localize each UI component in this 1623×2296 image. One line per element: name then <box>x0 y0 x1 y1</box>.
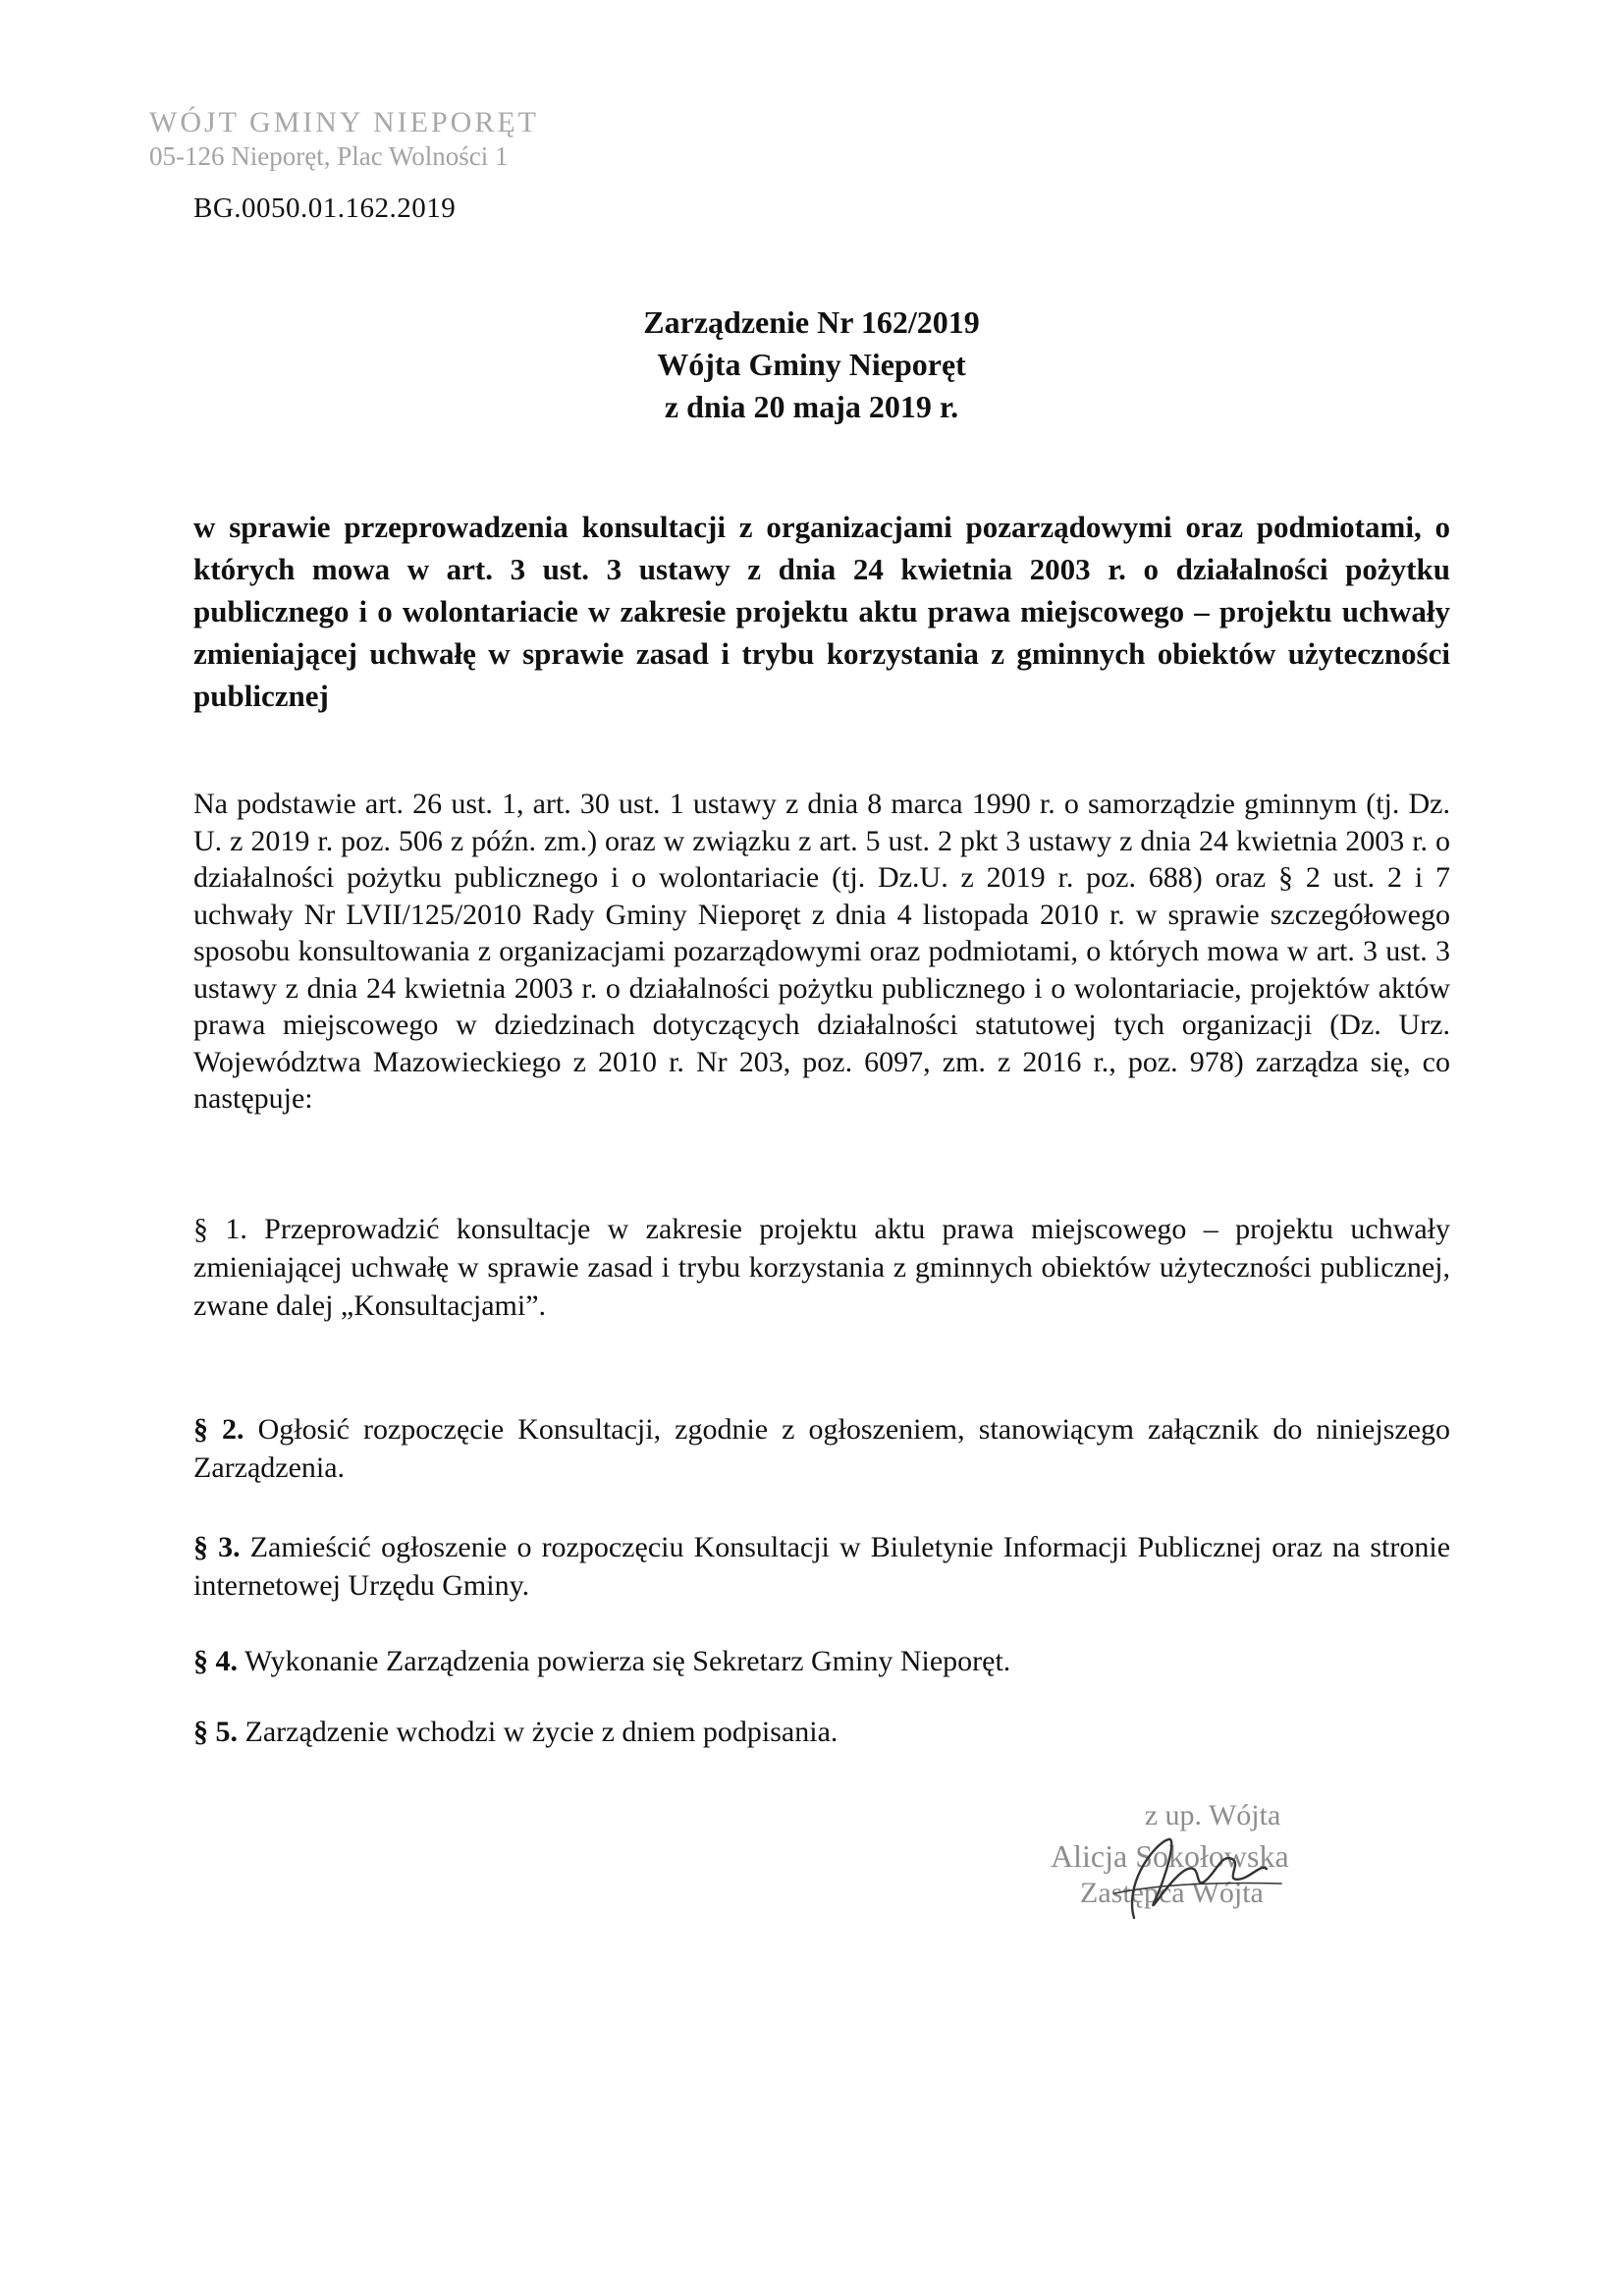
signature-stamp-line-1: z up. Wójta <box>1144 1799 1281 1831</box>
title-line-1: Zarządzenie Nr 162/2019 <box>643 304 980 340</box>
legal-basis: Na podstawie art. 26 ust. 1, art. 30 ust. 1 ustawy z dnia 8 marca 1990 r. o samorządzie gminnym (tj. Dz. U. z 2019 r. poz. 506 z późn. zm.) oraz w związku z art. 5 ust. 2 pkt 3 ustawy z dnia 24 kwietnia 2003 r. o działalności pożytku publicznego i o wolontariacie (tj. Dz.U. z 2019 r. poz. 688) oraz § 2 ust. 2 i 7 uchwały Nr LVII/125/2010 Rady Gminy Nieporęt z dnia 4 listopada 2010 r. w sprawie szczegółowego sposobu konsultowania z organizacjami pozarządowymi oraz podmiotami, o których mowa w art. 3 ust. 3 ustawy z dnia 24 kwietnia 2003 r. o działalności pożytku publicznego i o wolontariacie, projektów aktów prawa miejscowego w dziedzinach dotyczących działalności statutowej tych organizacji (Dz. Urz. Województwa Mazowieckiego z 2010 r. Nr 203, poz. 6097, zm. z 2016 r., poz. 978) zarządza się, co następuje: <box>193 788 1450 1115</box>
paragraph-2-text: Ogłosić rozpoczęcie Konsultacji, zgodnie z ogłoszeniem, stanowiącym załącznik do niniejszego Zarządzenia. <box>193 1413 1451 1484</box>
handwritten-signature <box>1095 1825 1291 1933</box>
paragraph-4-text: Wykonanie Zarządzenia powierza się Sekretarz Gminy Nieporęt. <box>243 1645 1011 1677</box>
paragraph-5-symbol: § 5. <box>193 1716 238 1748</box>
office-stamp <box>149 106 539 172</box>
signature-stamp-line-3: Zastępca Wójta <box>1080 1877 1264 1909</box>
paragraph-1 <box>193 1210 1450 1325</box>
title-line-2: Wójta Gminy Nieporęt <box>657 347 966 382</box>
document-title <box>0 301 1623 428</box>
stamp-line-1: WÓJT GMINY NIEPORĘT <box>149 106 539 138</box>
stamp-line-2: 05-126 Nieporęt, Plac Wolności 1 <box>149 141 509 171</box>
paragraph-5-text: Zarządzenie wchodzi w życie z dniem podpisania. <box>244 1716 839 1748</box>
paragraph-1-symbol: § 1. <box>193 1213 247 1245</box>
paragraph-2-symbol: § 2. <box>193 1413 244 1446</box>
paragraph-2 <box>193 1410 1450 1487</box>
paragraph-3 <box>193 1528 1450 1605</box>
reference-number: BG.0050.01.162.2019 <box>193 192 457 224</box>
paragraph-4 <box>193 1642 1450 1680</box>
paragraph-1-text: Przeprowadzić konsultacje w zakresie projektu aktu prawa miejscowego – projektu uchwały zmieniającej uchwałę w sprawie zasad i trybu korzystania z gminnych obiektów użyteczności publicznej, zwane dalej „Konsultacjami”. <box>193 1213 1451 1322</box>
paragraph-5 <box>193 1713 1450 1751</box>
signature-stamp-line-2: Alicja Sokołowska <box>1051 1838 1289 1874</box>
document-subject: w sprawie przeprowadzenia konsultacji z organizacjami pozarządowymi oraz podmiotami, o których mowa w art. 3 ust. 3 ustawy z dnia 24 kwietnia 2003 r. o działalności pożytku publicznego i o wolontariacie w zakresie projektu aktu prawa miejscowego – projektu uchwały zmieniającej uchwałę w sprawie zasad i trybu korzystania z gminnych obiektów użyteczności publicznej <box>193 510 1450 713</box>
title-line-3: z dnia 20 maja 2019 r. <box>664 389 959 424</box>
paragraph-3-text: Zamieścić ogłoszenie o rozpoczęciu Konsultacji w Biuletynie Informacji Publicznej oraz na stronie internetowej Urzędu Gminy. <box>193 1531 1451 1602</box>
paragraph-3-symbol: § 3. <box>193 1531 241 1563</box>
paragraph-4-symbol: § 4. <box>193 1645 238 1677</box>
